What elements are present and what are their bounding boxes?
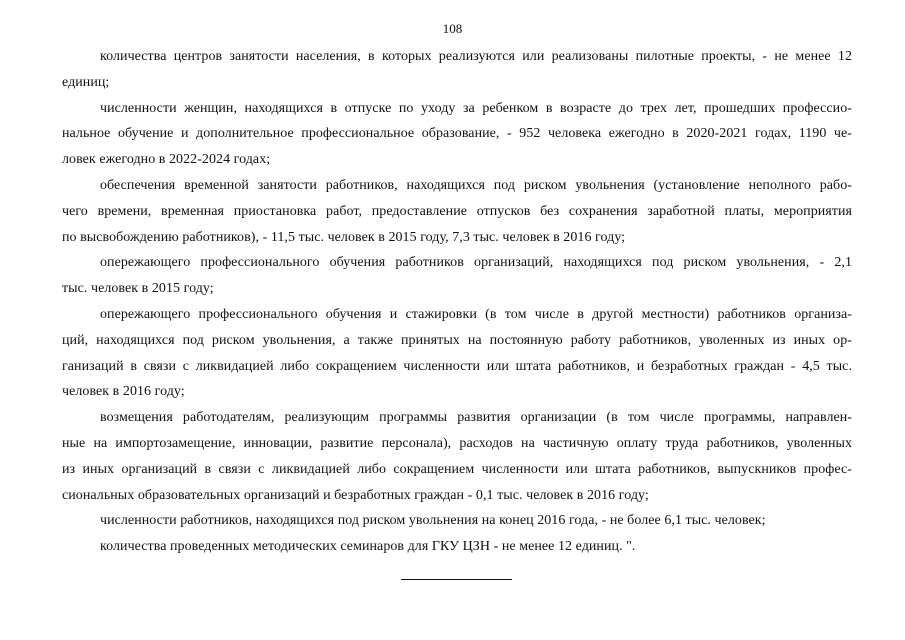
text-line: ций, находящихся под риском увольнения, а также принятых на постоянную работу работников, уволенных из иных ор- (62, 332, 852, 348)
text-line: ные на импортозамещение, инновации, развитие персонала), расходов на частичную оплату труда работников, уволенных (62, 435, 852, 451)
paragraph (62, 405, 852, 508)
text-line: единиц; (62, 74, 110, 90)
text-line: чего времени, временная приостановка работ, предоставление отпусков без сохранения заработной платы, мероприятия (62, 203, 852, 219)
paragraph (62, 44, 852, 96)
text-line: опережающего профессионального обучения работников организаций, находящихся под риском увольнения, - 2,1 (100, 255, 852, 271)
paragraph (62, 250, 852, 302)
text-line: ловек ежегодно в 2022-2024 годах; (62, 152, 271, 168)
text-line: обеспечения временной занятости работников, находящихся под риском увольнения (установление неполного рабо- (100, 177, 852, 193)
page-number: 108 (442, 21, 463, 36)
paragraph (62, 508, 852, 534)
paragraph (62, 96, 852, 173)
paragraph (62, 302, 852, 405)
paragraph (62, 173, 852, 250)
text-line: численности работников, находящихся под риском увольнения на конец 2016 года, - не более 6,1 тыс. человек; (100, 513, 766, 529)
text-line: численности женщин, находящихся в отпуске по уходу за ребенком в возрасте до трех лет, прошедших профессио- (100, 100, 852, 116)
text-line: сиональных образовательных организаций и безработных граждан - 0,1 тыс. человек в 2016 году; (62, 487, 649, 503)
text-line: ганизаций в связи с ликвидацией либо сокращением численности или штата работников, и безработных граждан - 4,5 тыс. (62, 358, 852, 374)
text-line: человек в 2016 году; (62, 384, 185, 400)
text-line: тыс. человек в 2015 году; (62, 281, 214, 297)
text-line: опережающего профессионального обучения и стажировки (в том числе в другой местности) работников организа- (100, 306, 852, 322)
text-line: количества центров занятости населения, в которых реализуются или реализованы пилотные проекты, - не менее 12 (100, 49, 852, 64)
text-line: нальное обучение и дополнительное профессиональное образование, - 952 человека ежегодно в 2020-2021 годах, 1190 че- (62, 126, 852, 142)
end-of-section-rule (401, 579, 512, 580)
document-body (62, 44, 852, 560)
text-line: по высвобождению работников), - 11,5 тыс. человек в 2015 году, 7,3 тыс. человек в 2016 году; (62, 229, 626, 245)
text-line: из иных организаций в связи с ликвидацией либо сокращением численности или штата работников, выпускников профес- (62, 461, 852, 477)
paragraph (62, 534, 852, 560)
text-line: возмещения работодателям, реализующим программы развития организации (в том числе программы, направлен- (100, 410, 852, 426)
text-line: количества проведенных методических семинаров для ГКУ ЦЗН - не менее 12 единиц. ". (100, 539, 636, 555)
